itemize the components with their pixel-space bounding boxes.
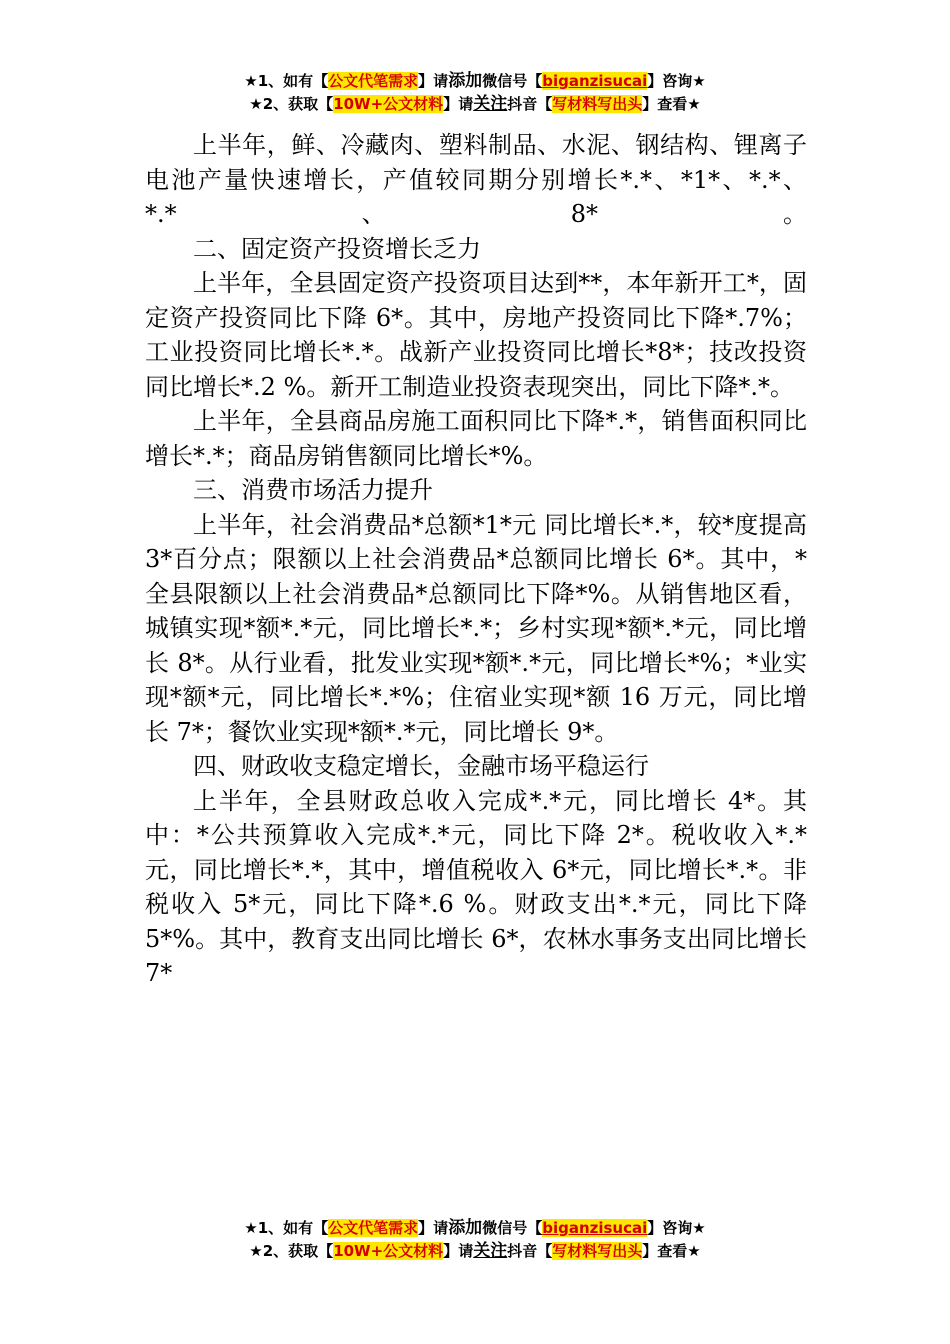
- document-body: [145, 128, 807, 991]
- wechat-id: biganzisucai: [542, 72, 648, 90]
- section-heading: 三、消费市场活力提升: [193, 476, 433, 504]
- paragraph: 上半年，全县商品房施工面积同比下降*.*，销售面积同比增长*.*；商品房销售额同比增长*%。: [145, 407, 807, 470]
- paragraph: 上半年，全县固定资产投资项目达到**，本年新开工*，固定资产投资同比下降 6*。其中，房地产投资同比下降*.7%；工业投资同比增长*.*。战新产业投资同比增长*8*；技改投资同比增长*.2 %。新开工制造业投资表现突出，同比下降*.*。: [145, 269, 807, 401]
- banner-line-2: ★2、获取【10W+公文材料】请关注抖音【写材料写出头】查看★: [249, 94, 701, 114]
- paragraph: 上半年，全县财政总收入完成*.*元，同比增长 4*。其中：*公共预算收入完成*.*元，同比下降 2*。税收收入*.*元，同比增长*.*，其中，增值税收入 6*元，同比增长*.*。非税收入 5*元，同比下降*.6 %。财政支出*.*元，同比下降 5*%。其中，教育支出同比增长 6*，农林水事务支出同比增长 7*: [145, 786, 807, 987]
- section-heading: 四、财政收支稳定增长，金融市场平稳运行: [193, 752, 649, 780]
- wechat-id: biganzisucai: [542, 1219, 648, 1237]
- banner-line-1: ★1、如有【公文代笔需求】请添加微信号【biganzisucai】咨询★: [244, 71, 706, 91]
- footer-banner: [0, 1217, 950, 1263]
- banner-line-1: ★1、如有【公文代笔需求】请添加微信号【biganzisucai】咨询★: [244, 1218, 706, 1238]
- paragraph: 上半年，鲜、冷藏肉、塑料制品、水泥、钢结构、锂离子电池产量快速增长，产值较同期分别增长*.*、*1*、*.*、*.*、8*。: [145, 131, 807, 228]
- section-heading: 二、固定资产投资增长乏力: [193, 234, 481, 263]
- banner-line-2: ★2、获取【10W+公文材料】请关注抖音【写材料写出头】查看★: [249, 1241, 701, 1261]
- header-banner: [0, 70, 950, 116]
- paragraph: 上半年，社会消费品*总额*1*元 同比增长*.*，较*度提高 3*百分点；限额以上社会消费品*总额同比增长 6*。其中，*全县限额以上社会消费品*总额同比下降*%。从销售地区看，城镇实现*额*.*元，同比增长*.*；乡村实现*额*.*元，同比增长 8*。从行业看，批发业实现*额*.*元，同比增长*%；*业实现*额*元，同比增长*.*%；住宿业实现*额 16 万元，同比增长 7*；餐饮业实现*额*.*元，同比增长 9*。: [145, 510, 807, 746]
